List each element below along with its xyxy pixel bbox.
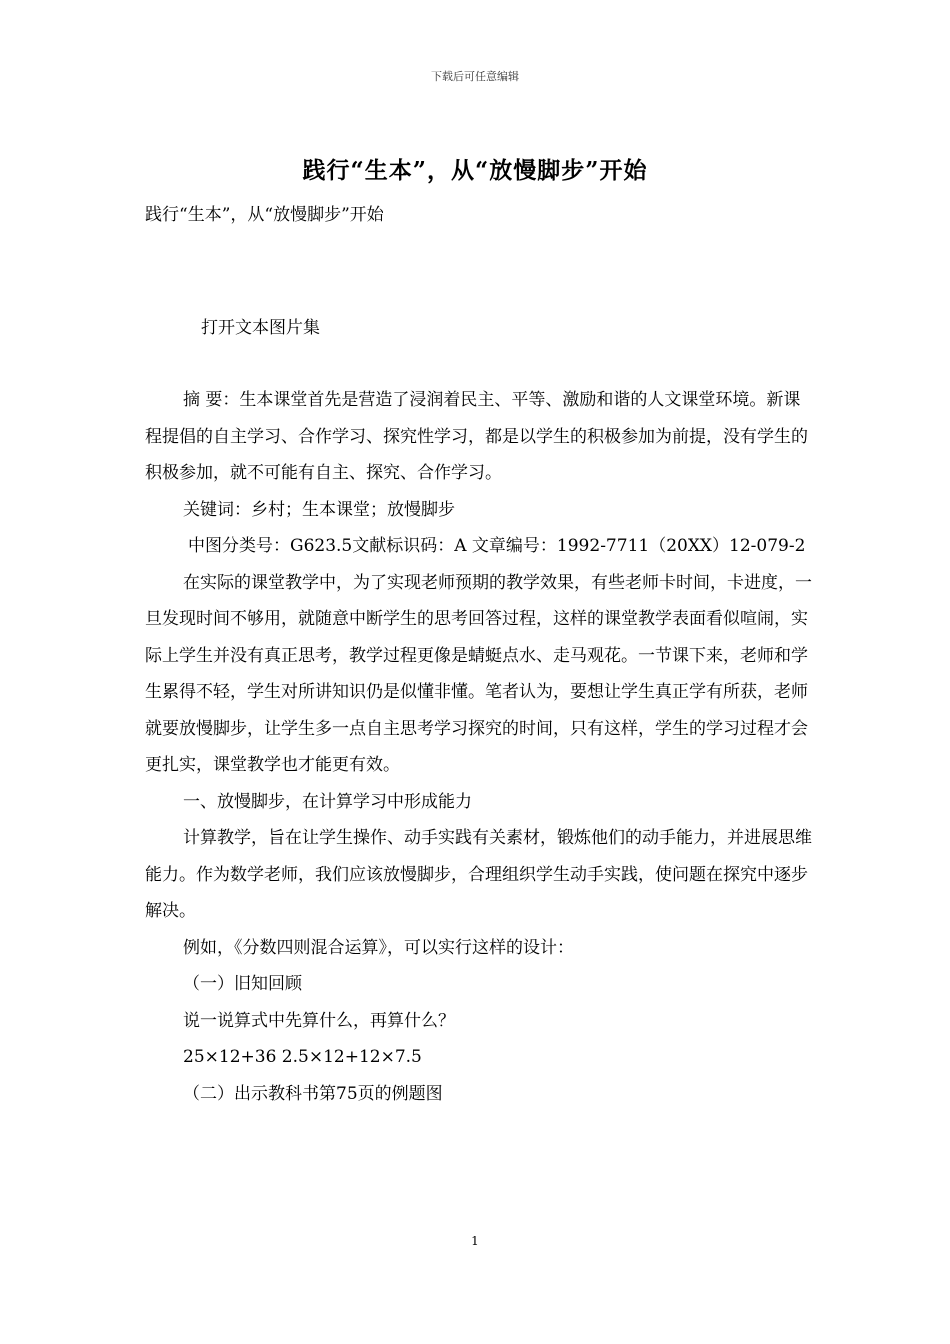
subsection-heading: （二）出示教科书第75页的例题图: [183, 1083, 443, 1104]
page-header: 下载后可任意编辑: [431, 70, 519, 83]
image-gallery-link[interactable]: 打开文本图片集: [201, 318, 320, 338]
section-heading: 一、放慢脚步，在计算学习中形成能力: [183, 791, 472, 812]
body-paragraph: 计算教学，旨在让学生操作、动手实践有关素材，锻炼他们的动手能力，并进展思维能力。作为数学老师，我们应该放慢脚步，合理组织学生动手实践，使问题在探究中逐步解决。: [145, 828, 812, 921]
classification-paragraph: 中图分类号：G623.5文献标识码：A 文章编号：1992-7711（20XX）12-079-2: [188, 536, 806, 556]
page-number: 1: [471, 1234, 479, 1248]
formula-line: 25×12+36 2.5×12+12×7.5: [183, 1047, 422, 1067]
keywords-paragraph: 关键词：乡村；生本课堂；放慢脚步: [183, 499, 455, 520]
body-paragraph: 在实际的课堂教学中，为了实现老师预期的教学效果，有些老师卡时间，卡进度，一旦发现时间不够用，就随意中断学生的思考回答过程，这样的课堂教学表面看似喧闹，实际上学生并没有真正思考，教学过程更像是蜻蜓点水、走马观花。一节课下来，老师和学生累得不轻，学生对所讲知识仍是似懂非懂。笔者认为，要想让学生真正学有所获，老师就要放慢脚步，让学生多一点自主思考学习探究的时间，只有这样，学生的学习过程才会更扎实，课堂教学也才能更有效。: [145, 572, 812, 775]
article-body: [145, 382, 815, 1112]
page-subtitle: 践行“生本”，从“放慢脚步”开始: [145, 205, 384, 225]
abstract-paragraph: 摘 要：生本课堂首先是营造了浸润着民主、平等、激励和谐的人文课堂环境。新课程提倡的自主学习、合作学习、探究性学习，都是以学生的积极参加为前提，没有学生的积极参加，就不可能有自主、探究、合作学习。: [145, 390, 808, 483]
subsection-heading: （一）旧知回顾: [183, 974, 302, 994]
body-paragraph: 例如，《分数四则混合运算》，可以实行这样的设计：: [183, 937, 574, 958]
page-title: 践行“生本”，从“放慢脚步”开始: [302, 157, 648, 184]
body-paragraph: 说一说算式中先算什么，再算什么？: [183, 1010, 455, 1031]
